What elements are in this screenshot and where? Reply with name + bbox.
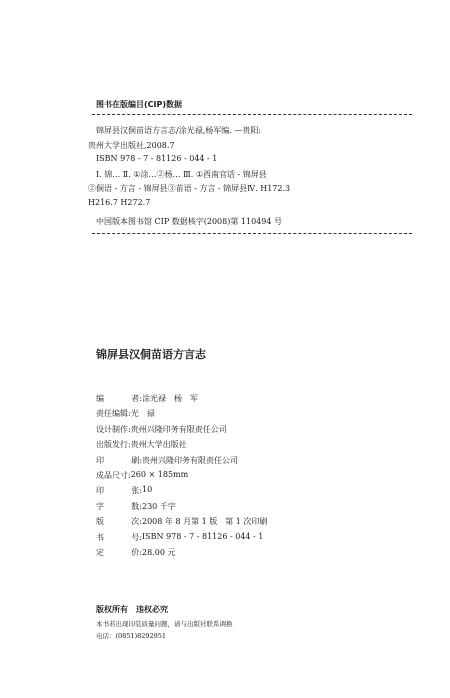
cip-line-3: ISBN 978 - 7 - 81126 - 044 - 1 [96, 154, 218, 163]
cip-heading: 图书在版编目(CIP)数据 [96, 100, 183, 109]
book-title: 锦屏县汉侗苗语方言志 [96, 348, 206, 361]
rights-notice: 本书若出现印装质量问题，请与出版社联系调换 [96, 620, 233, 628]
cip-line-1: 锦屏县汉侗苗语方言志/涂光禄,杨军编. —贵阳: [96, 126, 262, 135]
divider-bottom [92, 233, 412, 234]
detail-row-price: 定 价: 28.00 元 [96, 548, 176, 557]
detail-row-author: 编 者: 涂光禄 杨 军 [96, 394, 198, 403]
cip-line-2: 贵州大学出版社,2008.7 [88, 141, 175, 150]
cip-line-4: Ⅰ. 锦… Ⅱ. ①涂…②杨… Ⅲ. ①西南官话 - 锦屏县 [96, 170, 267, 179]
rights-title: 版权所有 违权必究 [96, 605, 168, 614]
detail-row-design: 设计制作: 贵州兴隆印务有限责任公司 [96, 425, 227, 434]
detail-row-size: 成品尺寸: 260 × 185mm [96, 470, 189, 480]
detail-row-edition: 版 次: 2008 年 8 月第 1 版 第 1 次印刷 [96, 517, 268, 526]
rights-phone: 电话：(0851)8292951 [96, 632, 167, 640]
detail-row-sheets: 印 张: 10 [96, 485, 153, 495]
detail-row-publisher: 出版发行: 贵州大学出版社 [96, 440, 187, 449]
detail-row-editor: 责任编辑: 光 禄 [96, 409, 155, 418]
detail-row-isbn: 书 号: ISBN 978 - 7 - 81126 - 044 - 1 [96, 532, 264, 542]
cip-line-5: ②侗语 - 方言 - 锦屏县③苗语 - 方言 - 锦屏县Ⅳ. H172.3 [88, 184, 291, 193]
cip-line-6: H216.7 H272.7 [88, 198, 151, 207]
detail-row-printer: 印 刷: 贵州兴隆印务有限责任公司 [96, 456, 238, 465]
cip-line-7: 中国版本图书馆 CIP 数据核字(2008)第 110494 号 [96, 217, 282, 226]
divider-top [92, 114, 412, 115]
detail-row-words: 字 数: 230 千字 [96, 502, 176, 511]
